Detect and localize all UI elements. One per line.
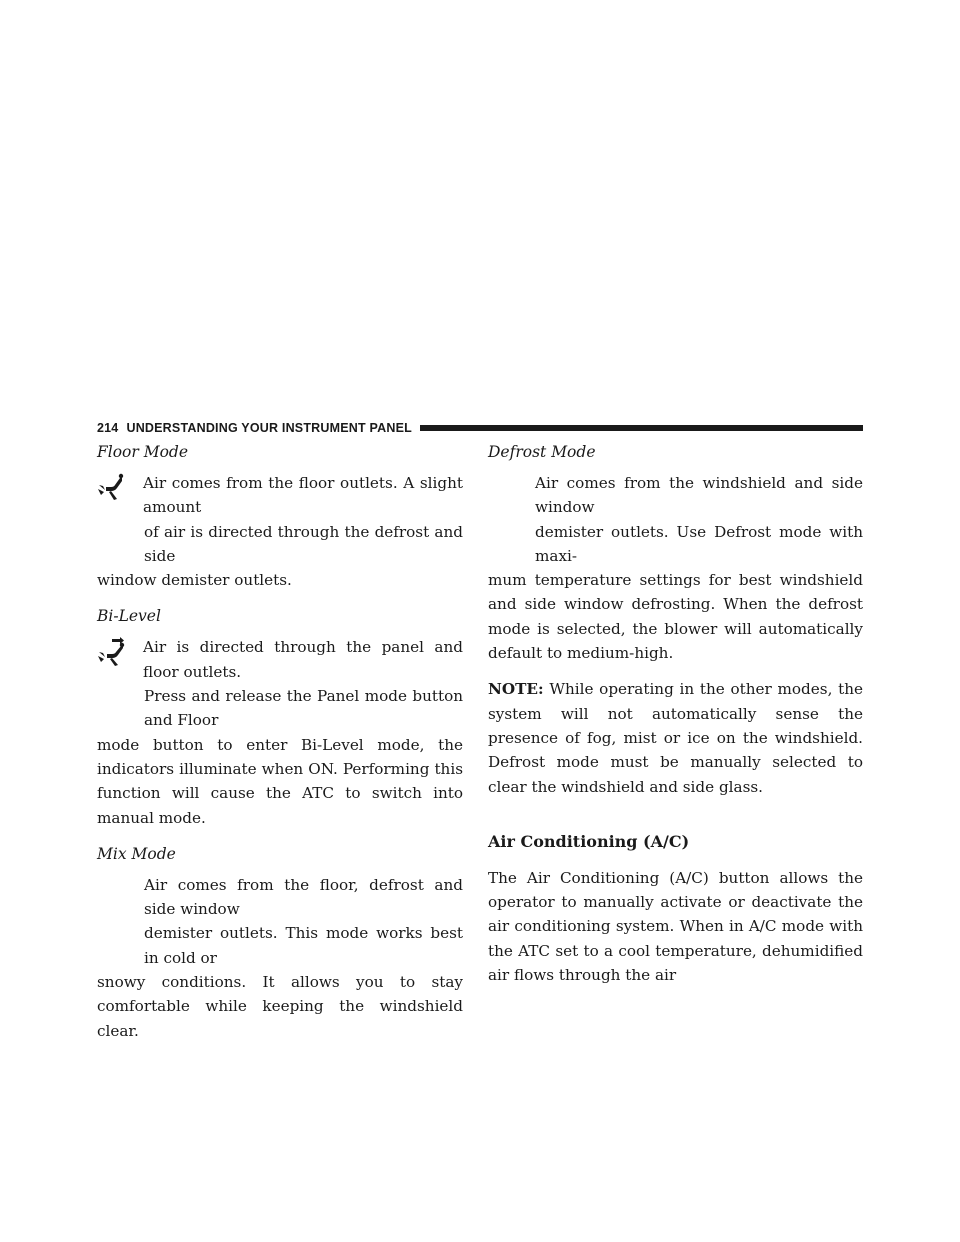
bi-level-line1: Air is directed through the panel and floor outlets. (143, 638, 463, 681)
defrost-mode-section (488, 471, 863, 665)
bi-level-icon (97, 637, 133, 667)
page-header (97, 418, 863, 438)
note-label: NOTE: (488, 680, 544, 699)
mix-mode-section (97, 873, 463, 1043)
floor-mode-line2: of air is directed through the defrost and side (144, 522, 463, 565)
note-text: While operating in the other modes, the system will not automatically sense the presence of fog, mist or ice on the windshield. Defrost mode must be manually selected to clear the windshield and side glass. (488, 680, 863, 796)
bi-level-section (97, 635, 463, 829)
page-number: 214 (97, 421, 119, 435)
defrost-mode-rest: mum temperature settings for best windshield and side window defrosting. When the defrost mode is selected, the blower will automatically default to medium-high. (488, 571, 863, 663)
section-title: UNDERSTANDING YOUR INSTRUMENT PANEL (126, 421, 412, 435)
ac-paragraph: The Air Conditioning (A/C) button allows the operator to manually activate or deactivate the air conditioning system. When in A/C mode with the ATC set to a cool temperature, dehumidified air flows through the air (488, 868, 863, 985)
note-paragraph (488, 677, 863, 798)
floor-mode-section (97, 471, 463, 592)
floor-mode-line1: Air comes from the floor outlets. A slight amount (143, 474, 463, 517)
bi-level-line2: Press and release the Panel mode button and Floor (144, 687, 463, 730)
bi-level-rest: mode button to enter Bi-Level mode, the indicators illuminate when ON. Performing this function will cause the ATC to switch into manual mode. (97, 735, 463, 827)
mix-mode-line2: demister outlets. This mode works best in cold or (144, 924, 463, 967)
bi-level-title: Bi-Level (97, 607, 161, 626)
ac-title: Air Conditioning (A/C) (488, 831, 690, 851)
right-column (488, 440, 863, 987)
mix-mode-rest: snowy conditions. It allows you to stay comfortable while keeping the windshield clear. (97, 973, 463, 1040)
mix-mode-title: Mix Mode (97, 844, 176, 863)
floor-mode-icon (97, 473, 133, 503)
mix-mode-line1: Air comes from the floor, defrost and side window (144, 875, 463, 919)
left-column (97, 440, 463, 1043)
defrost-mode-title: Defrost Mode (488, 443, 596, 461)
defrost-mode-line1: Air comes from the windshield and side window (535, 474, 863, 517)
floor-mode-title: Floor Mode (97, 443, 189, 461)
floor-mode-rest: window demister outlets. (97, 571, 292, 590)
defrost-mode-line2: demister outlets. Use Defrost mode with maxi- (535, 522, 863, 565)
header-rule (420, 425, 863, 431)
